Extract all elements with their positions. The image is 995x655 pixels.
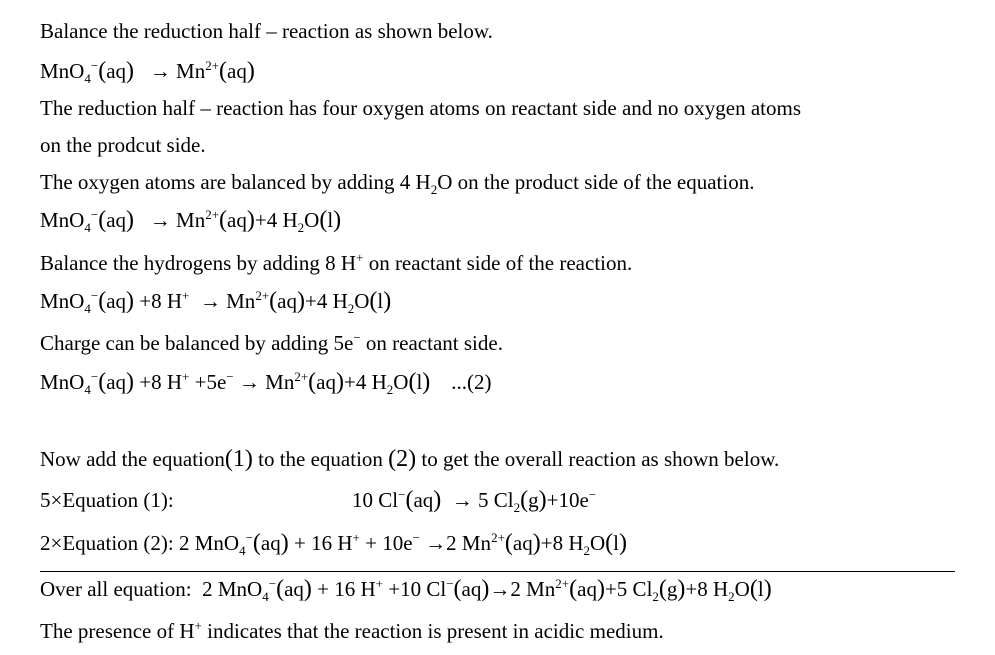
line-hydrogen-balance: Balance the hydrogens by adding 8 H+ on reactant side of the reaction. bbox=[40, 250, 633, 275]
equation-1: $MnO_4^-(aq) \to Mn^{2+}(aq)$ bbox=[40, 58, 255, 86]
equation-3: MnO$_4$−(aq) +8 $H^+ \to Mn^{2+}(aq)+4$ $H_2O(l)$ bbox=[40, 288, 392, 316]
equation-2x2: 2×Equation (2): 2 MnO$_4$−(aq) + 16 H+ + 10e− →2 $Mn^{2+}(aq)+8$ $H_2O(l)$ bbox=[40, 530, 628, 558]
equation-4: MnO$_4$−(aq) +8 $H^+ +5e^- \to Mn^{2+}(aq)+4$ $H_2O(l)$ ...(2) bbox=[40, 369, 492, 397]
line-add-equations: Now add the equation(1) to the equation (2) to get the overall reaction as shown below. bbox=[40, 446, 780, 472]
equation-5x1: 5×Equation (1): 10 Cl−(aq) → 5 $Cl_2(g)+10e^-$ bbox=[40, 487, 597, 515]
equation-2: $MnO_4^-(aq) \to Mn^{2+}(aq)+4$ $H_2O(l)$ bbox=[40, 207, 342, 235]
line-charge-balance: Charge can be balanced by adding 5e− on reactant side. bbox=[40, 330, 503, 355]
equation-overall: Over all equation: 2 MnO$_4$−(aq) + 16 H+ +10 Cl−(aq)→2 $Mn^{2+}(aq)+5$ $Cl_2(g)+8$ $H_2O(l)$ bbox=[40, 576, 772, 604]
divider-line bbox=[40, 571, 955, 572]
line-oxygen-count: The reduction half – reaction has four oxygen atoms on reactant side and no oxygen atoms bbox=[40, 96, 802, 120]
line-oxygen-balance: The oxygen atoms are balanced by adding 4 $H_2O$ on the product side of the equation. bbox=[40, 170, 755, 197]
line-oxygen-count-cont: on the prodcut side. bbox=[40, 133, 206, 157]
line-intro: Balance the reduction half – reaction as shown below. bbox=[40, 19, 493, 43]
line-conclusion: The presence of H+ indicates that the reaction is present in acidic medium. bbox=[40, 618, 664, 643]
